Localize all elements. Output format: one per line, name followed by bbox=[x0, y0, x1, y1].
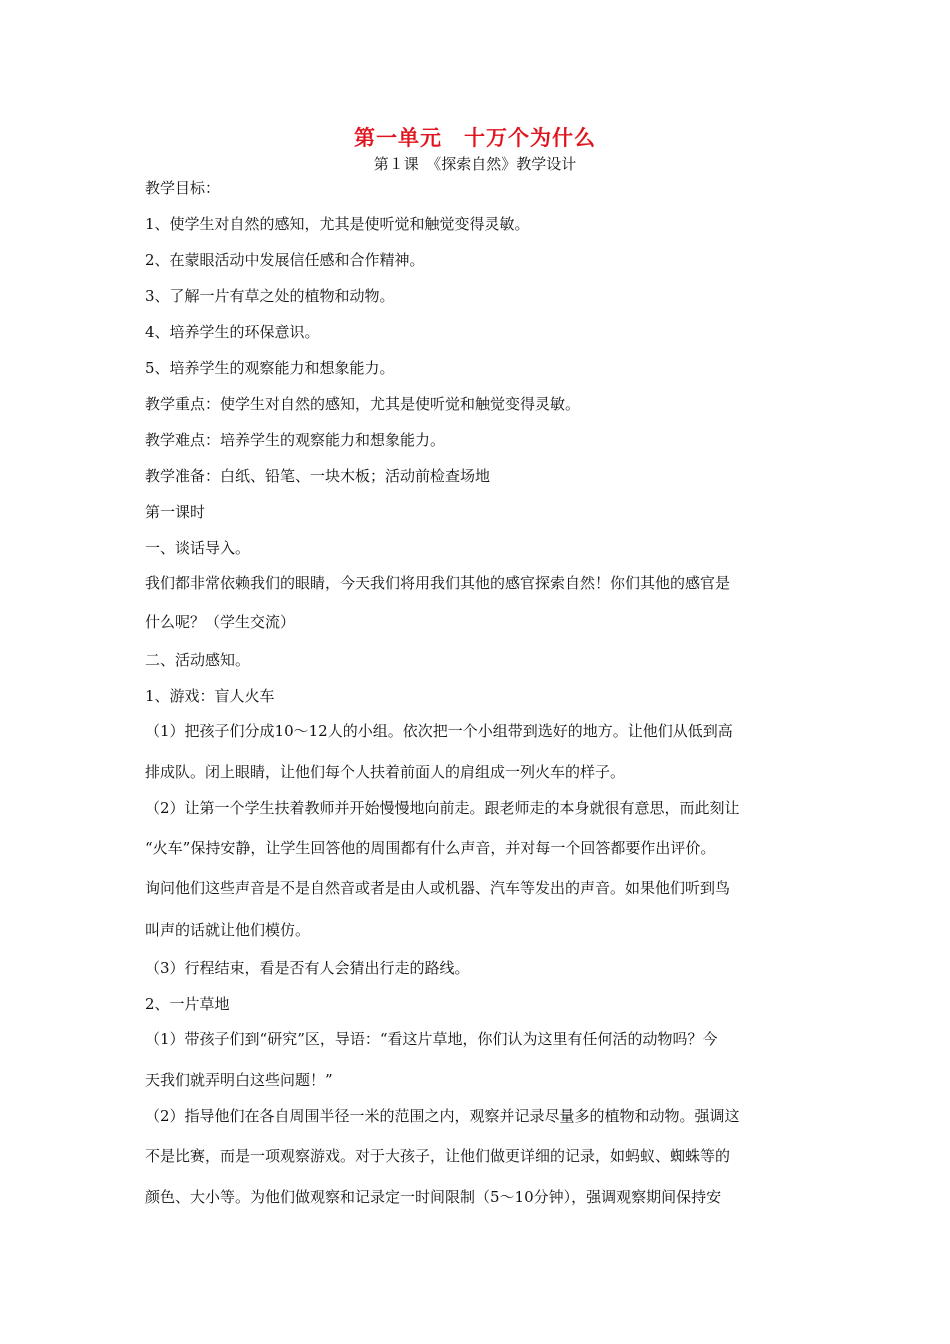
text-line: 教学难点：培养学生的观察能力和想象能力。 bbox=[145, 431, 446, 449]
text-line: 4、培养学生的环保意识。 bbox=[145, 323, 320, 341]
lesson-subtitle: 第１课 《探索自然》教学设计 bbox=[373, 155, 577, 173]
page-title: 第一单元 十万个为什么 bbox=[354, 126, 596, 150]
text-line: 2、在蒙眼活动中发展信任感和合作精神。 bbox=[145, 251, 425, 269]
text-line: （2）让第一个学生扶着教师并开始慢慢地向前走。跟老师走的本身就很有意思，而此刻让 bbox=[145, 799, 740, 817]
text-line: 排成队。闭上眼睛，让他们每个人扶着前面人的肩组成一列火车的样子。 bbox=[145, 763, 626, 781]
text-line: 二、活动感知。 bbox=[145, 651, 251, 669]
text-line: 叫声的话就让他们模仿。 bbox=[145, 921, 311, 939]
text-line: 不是比赛，而是一项观察游戏。对于大孩子，让他们做更详细的记录，如蚂蚁、蜘蛛等的 bbox=[145, 1147, 731, 1165]
text-line: 第一课时 bbox=[145, 503, 206, 521]
text-line: 我们都非常依赖我们的眼睛，今天我们将用我们其他的感官探索自然！你们其他的感官是 bbox=[145, 574, 731, 592]
text-line: 教学重点：使学生对自然的感知，尤其是使听觉和触觉变得灵敏。 bbox=[145, 395, 581, 413]
text-line: 3、了解一片有草之处的植物和动物。 bbox=[145, 287, 395, 305]
text-line: 什么呢？（学生交流） bbox=[145, 613, 296, 631]
text-line: 教学准备：白纸、铅笔、一块木板；活动前检查场地 bbox=[145, 467, 491, 485]
text-line: （1）把孩子们分成10～12人的小组。依次把一个小组带到选好的地方。让他们从低到高 bbox=[145, 722, 733, 740]
text-line: （2）指导他们在各自周围半径一米的范围之内，观察并记录尽量多的植物和动物。强调这 bbox=[145, 1107, 740, 1125]
text-line: “火车”保持安静，让学生回答他的周围都有什么声音，并对每一个回答都要作出评价。 bbox=[145, 839, 716, 857]
text-line: 2、一片草地 bbox=[145, 995, 230, 1013]
text-line: 天我们就弄明白这些问题！” bbox=[145, 1071, 333, 1089]
text-line: 5、培养学生的观察能力和想象能力。 bbox=[145, 359, 395, 377]
text-line: （1）带孩子们到“研究”区，导语：“看这片草地，你们认为这里有任何活的动物吗？今 bbox=[145, 1030, 718, 1048]
text-line: 询问他们这些声音是不是自然音或者是由人或机器、汽车等发出的声音。如果他们听到鸟 bbox=[145, 879, 731, 897]
text-line: 颜色、大小等。为他们做观察和记录定一时间限制（5～10分钟），强调观察期间保持安 bbox=[145, 1188, 722, 1206]
text-line: 教学目标： bbox=[145, 179, 221, 197]
text-line: 1、使学生对自然的感知，尤其是使听觉和触觉变得灵敏。 bbox=[145, 215, 530, 233]
text-line: （3）行程结束，看是否有人会猜出行走的路线。 bbox=[145, 959, 470, 977]
text-line: 1、游戏：盲人火车 bbox=[145, 687, 275, 705]
text-line: 一、谈话导入。 bbox=[145, 539, 251, 557]
